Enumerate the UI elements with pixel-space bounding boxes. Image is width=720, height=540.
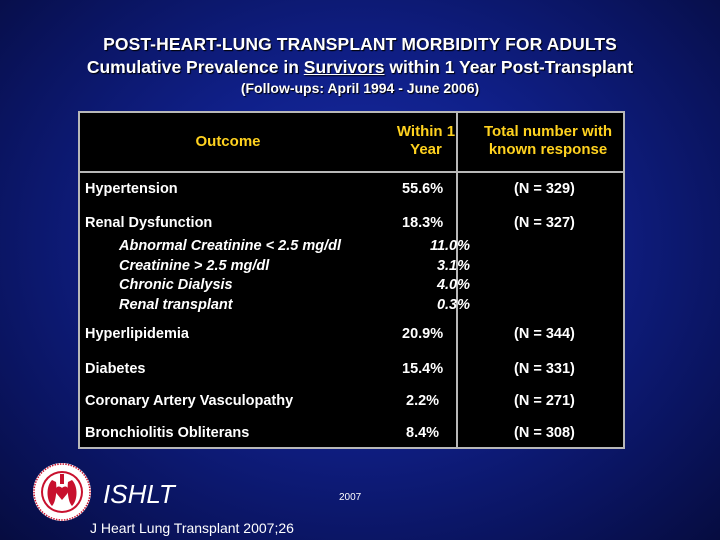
subtitle-prefix: Cumulative Prevalence in (86, 57, 304, 77)
row-label-diabetes: Diabetes (85, 361, 146, 377)
slide-title: POST-HEART-LUNG TRANSPLANT MORBIDITY FOR ADULTS (103, 34, 617, 54)
subtitle-underlined: Survivors (303, 57, 385, 77)
row-n-hyperlipidemia: (N = 344) (514, 326, 575, 342)
renal-sub-label: Abnormal Creatinine < 2.5 mg/dl (119, 238, 341, 254)
subtitle-suffix: within 1 Year Post-Transplant (384, 57, 634, 77)
header-within-year: Within 1 Year (396, 123, 456, 158)
renal-sub-label: Chronic Dialysis (119, 277, 233, 293)
footer-year: 2007 (339, 492, 362, 503)
row-n-bo: (N = 308) (514, 425, 575, 441)
row-n-cav: (N = 271) (514, 393, 575, 409)
morbidity-table (78, 111, 625, 449)
row-pct-bo: 8.4% (406, 425, 440, 441)
header-divider (80, 171, 623, 173)
citation: J Heart Lung Transplant 2007;26 (90, 520, 294, 536)
row-label-renal: Renal Dysfunction (85, 215, 213, 231)
follow-up-period: (Follow-ups: April 1994 - June 2006) (240, 80, 480, 96)
row-pct-renal: 18.3% (402, 215, 444, 231)
renal-sub-label: Renal transplant (119, 296, 233, 313)
row-label-bo: Bronchiolitis Obliterans (85, 425, 250, 441)
logo-trachea (60, 474, 64, 484)
row-pct-hyperlipidemia: 20.9% (402, 326, 444, 342)
ishlt-brand: ISHLT (103, 479, 175, 509)
header-outcome: Outcome (195, 133, 261, 150)
row-label-hypertension: Hypertension (85, 181, 178, 197)
renal-sub-pct: 4.0% (436, 277, 470, 293)
row-label-hyperlipidemia: Hyperlipidemia (85, 326, 189, 342)
row-label-cav: Coronary Artery Vasculopathy (85, 393, 294, 409)
slide-subtitle (0, 57, 720, 78)
row-pct-cav: 2.2% (406, 393, 440, 409)
header-total-responses: Total number with known response (483, 123, 613, 158)
row-n-renal: (N = 327) (514, 215, 575, 231)
row-pct-hypertension: 55.6% (402, 181, 444, 197)
renal-sub-pct: 11.0% (429, 238, 470, 254)
renal-sub-pct: 0.3% (436, 296, 470, 313)
row-n-hypertension: (N = 329) (514, 181, 575, 197)
renal-sub-label: Creatinine > 2.5 mg/dl (119, 257, 270, 274)
renal-sub-pct: 3.1% (436, 257, 470, 274)
row-n-diabetes: (N = 331) (514, 361, 575, 377)
ishlt-logo-icon (32, 462, 92, 522)
row-pct-diabetes: 15.4% (402, 361, 444, 377)
